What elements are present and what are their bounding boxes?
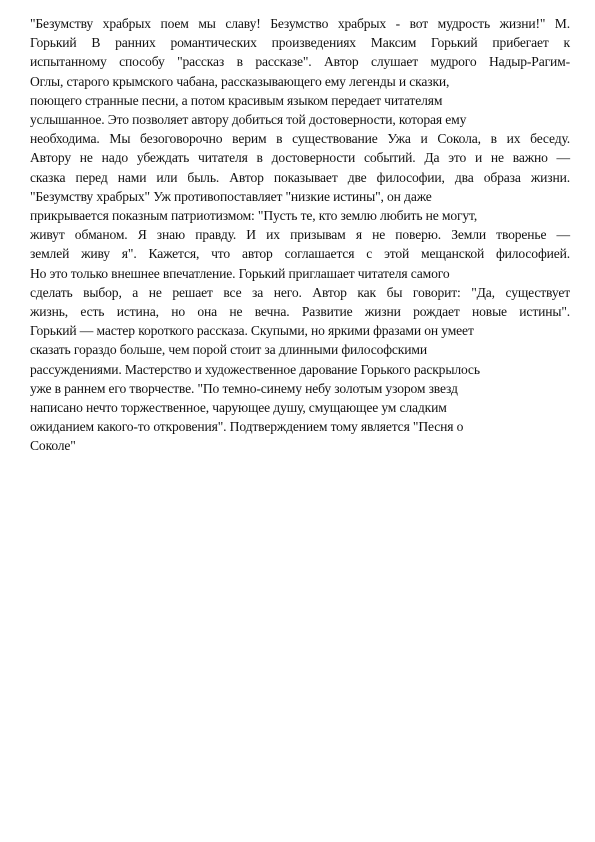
text-line: необходима. Мы безоговорочно верим в существование Ужа и Сокола, в их беседу. — [30, 131, 570, 147]
text-line: услышанное. Это позволяет автору добиться той достоверности, которая ему — [30, 112, 467, 128]
text-line: уже в раннем его творчестве. "По темно-синему небу золотым узором звезд — [30, 380, 458, 396]
text-line: ожиданием какого-то откровения". Подтверждением тому является "Песня о — [30, 419, 464, 435]
text-line: прикрывается показным патриотизмом: "Пусть те, кто землю любить не могут, — [30, 208, 478, 224]
text-line: испытанному способу "рассказ в рассказе". Автор слушает мудрого Надыр-Рагим- — [30, 54, 570, 70]
text-line: Горький — мастер короткого рассказа. Скупыми, но яркими фразами он умеет — [30, 323, 474, 339]
text-line: "Безумству храбрых" Уж противопоставляет "низкие истины", он даже — [30, 188, 432, 204]
text-line: поющего странные песни, а потом красивым языком передает читателям — [30, 92, 443, 108]
text-line: рассуждениями. Мастерство и художественное дарование Горького раскрылось — [30, 361, 480, 377]
text-line: сказка перед нами или быль. Автор показывает две философии, два образа жизни. — [30, 169, 570, 185]
essay-text — [30, 14, 570, 456]
text-line: Но это только внешнее впечатление. Горький приглашает читателя самого — [30, 265, 450, 281]
text-line: землей живу я". Кажется, что автор соглашается с этой мещанской философией. — [30, 246, 570, 262]
text-line: "Безумству храбрых поем мы славу! Безумство храбрых - вот мудрость жизни!" М. — [30, 16, 570, 31]
text-line: сказать гораздо больше, чем порой стоит за длинными философскими — [30, 342, 427, 358]
text-line: Соколе" — [30, 438, 76, 454]
text-line: Оглы, старого крымского чабана, рассказывающего ему легенды и сказки, — [30, 73, 450, 89]
text-line: написано нечто торжественное, чарующее душу, смущающее ум сладким — [30, 400, 447, 416]
text-line: сделать выбор, а не решает все за него. Автор как бы говорит: "Да, существует — [30, 284, 570, 300]
text-line: Горький В ранних романтических произведениях Максим Горький прибегает к — [30, 35, 570, 51]
text-line: жизнь, есть истина, но она не вечна. Развитие жизни рождает новые истины". — [30, 304, 570, 320]
text-line: Автору не надо убеждать читателя в достоверности событий. Да это и не важно — — [30, 150, 570, 166]
text-line: живут обманом. Я знаю правду. И их призывам я не поверю. Земли творенье — — [30, 227, 570, 243]
